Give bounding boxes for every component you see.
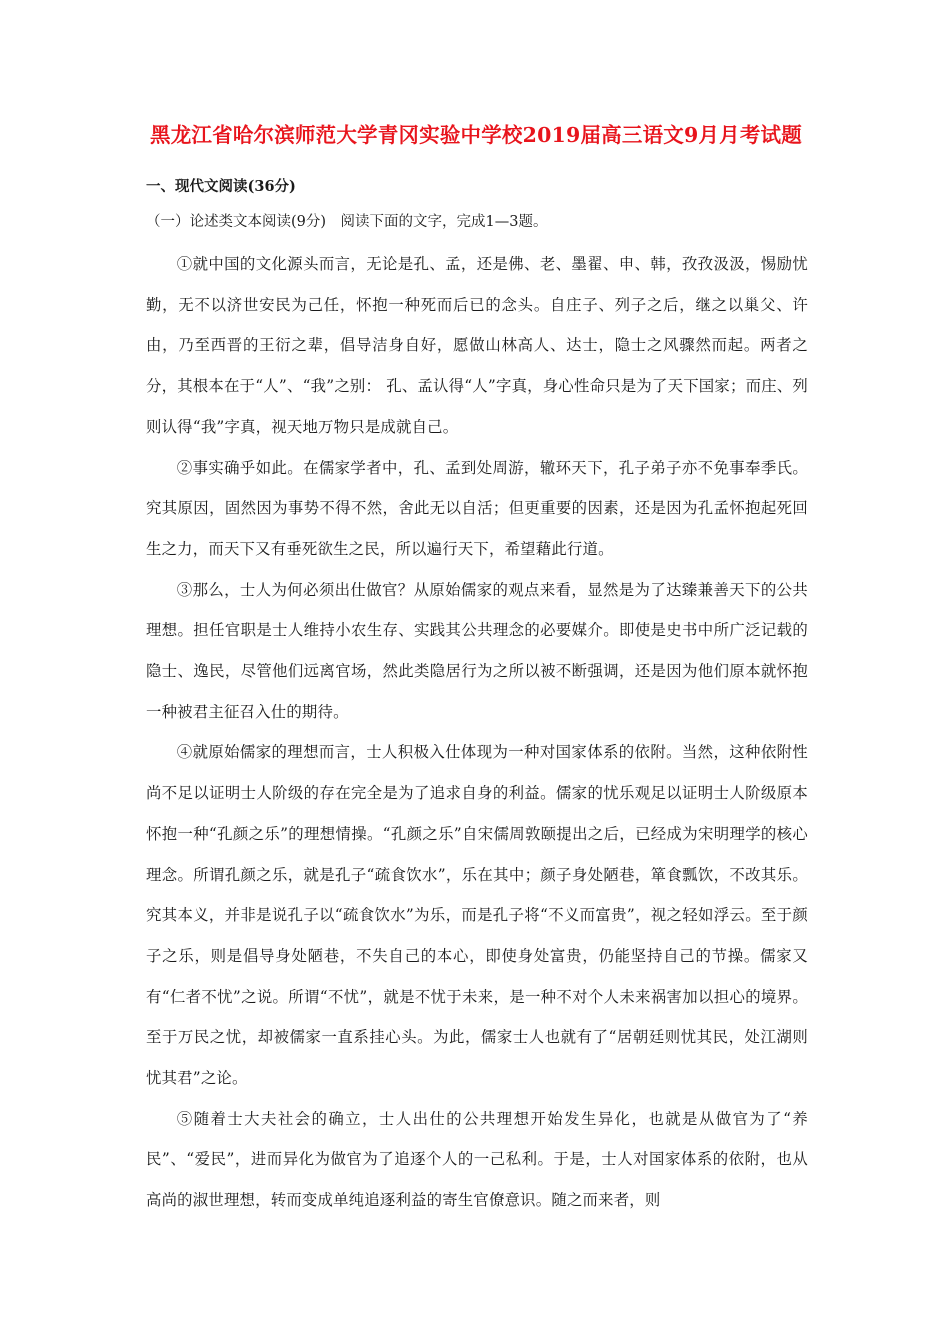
sub-heading: （一）论述类文本阅读(9分) 阅读下面的文字，完成1—3题。 <box>146 214 548 230</box>
paragraph-4: ④就原始儒家的理想而言，士人积极入仕体现为一种对国家体系的依附。当然，这种依附性尚不足以证明士人阶级的存在完全是为了追求自身的利益。儒家的忧乐观足以证明士人阶级原本怀抱一种“孔颜之乐”的理想情操。“孔颜之乐”自宋儒周敦颐提出之后，已经成为宋明理学的核心理念。所谓孔颜之乐，就是孔子“疏食饮水”，乐在其中；颜子身处陋巷，箪食瓢饮，不改其乐。究其本义，并非是说孔子以“疏食饮水”为乐，而是孔子将“不义而富贵”，视之轻如浮云。至于颜子之乐，则是倡导身处陋巷，不失自己的本心，即使身处富贵，仍能坚持自己的节操。儒家又有“仁者不忧”之说。所谓“不忧”，就是不忧于未来，是一种不对个人未来祸害加以担心的境界。至于万民之忧，却被儒家一直系挂心头。为此，儒家士人也就有了“居朝廷则忧其民，处江湖则忧其君”之论。 <box>146 743 808 1088</box>
section-heading: 一、现代文阅读(36分) <box>146 178 296 195</box>
paragraph-2: ②事实确乎如此。在儒家学者中，孔、孟到处周游，辙环天下，孔子弟子亦不免事奉季氏。究其原因，固然因为事势不得不然，舍此无以自活；但更重要的因素，还是因为孔孟怀抱起死回生之力，而天下又有垂死欲生之民，所以遍行天下，希望藉此行道。 <box>146 458 808 558</box>
paragraph-5: ⑤随着士大夫社会的确立，士人出仕的公共理想开始发生异化，也就是从做官为了“养民”、“爱民”，进而异化为做官为了追逐个人的一己私利。于是，士人对国家体系的依附，也从高尚的淑世理想，转而变成单纯追逐利益的寄生官僚意识。随之而来者，则 <box>146 1109 808 1210</box>
paragraph-1: ①就中国的文化源头而言，无论是孔、孟，还是佛、老、墨翟、申、韩，孜孜汲汲，惕励忧勤，无不以济世安民为己任，怀抱一种死而后已的念头。自庄子、列子之后，继之以巢父、许由，乃至西晋的王衍之辈，倡导洁身自好，愿做山林高人、达士，隐士之风骤然而起。两者之分，其根本在于“人”、“我”之别： 孔、孟认得“人”字真，身心性命只是为了天下国家；而庄、列则认得“我”字真，视天地万物只是成就自己。 <box>146 255 808 436</box>
paragraph-3: ③那么，士人为何必须出仕做官？从原始儒家的观点来看，显然是为了达臻兼善天下的公共理想。担任官职是士人维持小农生存、实践其公共理念的必要媒介。即使是史书中所广泛记载的隐士、逸民，尽管他们远离官场，然此类隐居行为之所以被不断强调，还是因为他们原本就怀抱一种被君主征召入仕的期待。 <box>146 580 808 721</box>
reading-passage <box>146 244 808 1221</box>
document-title: 黑龙江省哈尔滨师范大学青冈实验中学校2019届高三语文9月月考试题 <box>150 123 802 147</box>
